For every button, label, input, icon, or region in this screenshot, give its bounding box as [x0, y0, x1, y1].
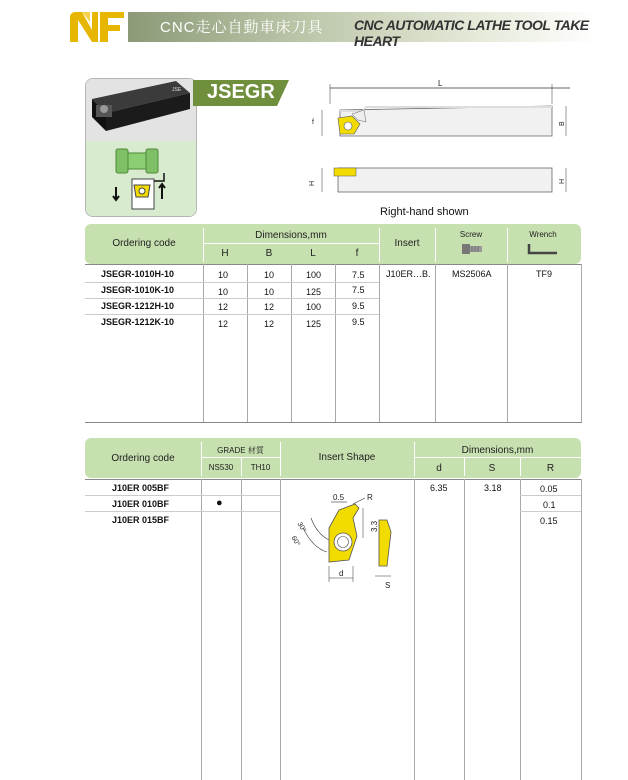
t2-hsep — [280, 442, 281, 476]
shape-label-R: R — [367, 493, 373, 502]
table1-header-ordering-code: Ordering code — [112, 238, 176, 249]
table2-header-ordering-code: Ordering code — [111, 453, 175, 464]
table2-header-grade: GRADE 材質 — [217, 446, 264, 455]
t1-col-line — [335, 264, 336, 422]
t2-d-value: 6.35 — [430, 483, 448, 493]
t1-hsep — [507, 228, 508, 262]
t1-B: 12 — [264, 319, 275, 329]
t1-code: JSEGR-1212H-10 — [101, 301, 175, 311]
table2-header-insert-shape: Insert Shape — [318, 452, 376, 463]
table2-header-d: d — [436, 463, 442, 474]
t2-col-line — [520, 479, 521, 780]
t2-R: 0.15 — [540, 516, 558, 526]
t1-row-rule — [85, 282, 379, 283]
t1-L: 100 — [306, 302, 322, 312]
table2-header-S: S — [488, 463, 496, 474]
t2-hsep — [414, 457, 581, 458]
t2-row-rule — [85, 495, 280, 496]
t2-row-rule — [520, 511, 581, 512]
t1-col-line — [291, 264, 292, 422]
dim-label-f: f — [312, 119, 314, 126]
t1-col-line — [435, 264, 436, 422]
t2-hsep — [464, 458, 465, 476]
tool-dimension-drawing — [300, 78, 590, 208]
t1-H: 10 — [218, 270, 229, 280]
nf-logo — [68, 8, 126, 44]
shape-label-d: d — [339, 569, 344, 578]
dim-label-H-right: H — [559, 178, 566, 184]
t2-col-line — [464, 479, 465, 780]
t1-f: 7.5 — [352, 285, 365, 295]
wrench-icon — [525, 242, 561, 256]
tool-holder-photo — [86, 79, 196, 141]
table1-header-dimensions: Dimensions,mm — [255, 230, 327, 241]
table1-header-B: B — [265, 248, 273, 259]
insert-shape-drawing — [283, 488, 411, 598]
t1-col-line — [581, 264, 582, 422]
t2-hsep — [241, 458, 242, 476]
t1-f: 7.5 — [352, 270, 365, 280]
t2-code: J10ER 010BF — [112, 499, 170, 509]
t2-row-rule — [85, 511, 280, 512]
t2-hsep — [520, 458, 521, 476]
t2-hsep — [201, 457, 280, 458]
t1-B: 12 — [264, 302, 275, 312]
table2-header-ns530: NS530 — [208, 463, 234, 472]
table2-header-th10: TH10 — [250, 463, 271, 472]
t1-col-line — [247, 264, 248, 422]
t1-col-line — [203, 264, 204, 422]
t1-f: 9.5 — [352, 317, 365, 327]
table2-header-dimensions: Dimensions,mm — [461, 445, 534, 456]
shape-label-30deg: 30° — [295, 521, 307, 534]
table2-header-R: R — [546, 463, 555, 474]
t1-code: JSEGR-1212K-10 — [101, 317, 175, 327]
svg-text:JSE: JSE — [172, 87, 182, 93]
shape-label-60deg: 60° — [289, 535, 301, 548]
t2-row-rule — [520, 495, 581, 496]
t2-col-line — [280, 479, 281, 780]
t1-bottom-rule — [85, 422, 582, 423]
t2-col-line — [201, 479, 202, 780]
t2-col-line — [414, 479, 415, 780]
t2-col-line — [241, 479, 242, 780]
t2-top-rule — [85, 479, 581, 480]
t1-screw-value: MS2506A — [452, 269, 492, 279]
t1-L: 100 — [306, 270, 322, 280]
t2-code: J10ER 015BF — [112, 515, 170, 525]
product-photo — [86, 79, 196, 141]
t2-code: J10ER 005BF — [112, 483, 170, 493]
t1-H: 12 — [218, 302, 229, 312]
table1-header-H: H — [221, 248, 229, 259]
t1-hsep — [435, 228, 436, 262]
table1-header-L: L — [310, 248, 316, 259]
t1-B: 10 — [264, 270, 275, 280]
t1-B: 10 — [264, 287, 275, 297]
t1-hsep — [203, 243, 379, 244]
t2-R: 0.1 — [543, 500, 556, 510]
product-diagram — [86, 141, 196, 216]
t1-H: 12 — [218, 319, 229, 329]
t1-wrench-value: TF9 — [536, 269, 553, 279]
operation-diagram — [86, 141, 196, 216]
t1-row-rule — [85, 298, 379, 299]
t1-row-rule — [85, 314, 379, 315]
drawing-caption: Right-hand shown — [380, 206, 469, 218]
t1-insert-value: J10ER…B. — [386, 269, 431, 279]
t2-s-value: 3.18 — [484, 483, 502, 493]
header-title-en: CNC AUTOMATIC LATHE TOOL TAKE HEART — [354, 17, 589, 49]
t2-hsep — [201, 442, 202, 476]
table1-header-f: f — [355, 248, 359, 259]
t1-f: 9.5 — [352, 301, 365, 311]
header-title-cn: CNC走心自動車床刀具 — [160, 19, 324, 36]
t1-code: JSEGR-1010K-10 — [101, 285, 175, 295]
t1-col-line — [379, 264, 380, 422]
t1-hsep — [203, 228, 204, 262]
dim-label-B: B — [559, 121, 566, 126]
model-name: JSEGR — [207, 81, 275, 103]
t2-R: 0.05 — [540, 484, 558, 494]
table1-header-insert: Insert — [394, 238, 420, 249]
shape-label-3-3: 3.3 — [370, 520, 379, 532]
t2-hsep — [414, 442, 415, 476]
shape-label-S: S — [385, 581, 391, 590]
t1-H: 10 — [218, 287, 229, 297]
dim-label-L: L — [438, 79, 443, 88]
t1-L: 125 — [306, 287, 322, 297]
t2-ns530-mark: ● — [216, 497, 223, 509]
product-image-panel — [85, 78, 197, 217]
t1-col-line — [507, 264, 508, 422]
table1-header-screw: Screw — [459, 230, 483, 239]
t1-hsep — [379, 228, 380, 262]
shape-label-0-5: 0.5 — [333, 493, 345, 502]
screw-icon — [460, 241, 484, 257]
t1-code: JSEGR-1010H-10 — [101, 269, 175, 279]
dim-label-H-left: H — [309, 180, 316, 186]
t1-L: 125 — [306, 319, 322, 329]
table1-header-wrench: Wrench — [529, 230, 557, 239]
t2-col-line — [581, 479, 582, 780]
